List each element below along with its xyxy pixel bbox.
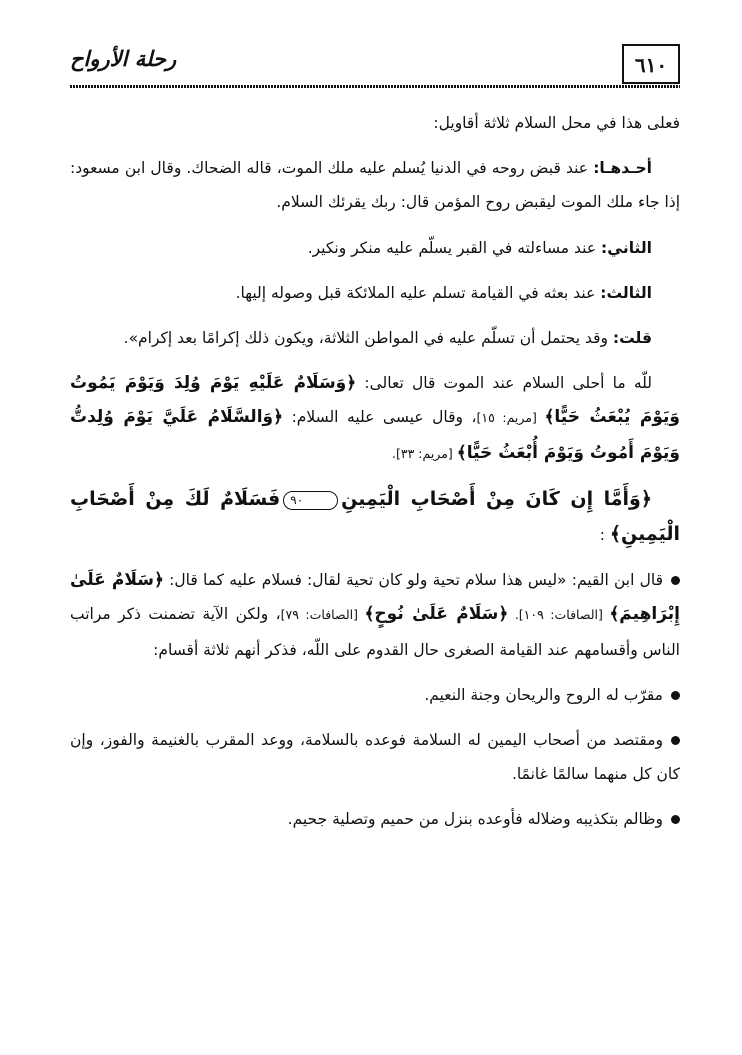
- paragraph-salam-at-death: [70, 366, 680, 471]
- ayah-number-marker: ٩٠: [283, 491, 338, 510]
- book-title: رحلة الأرواح: [70, 46, 177, 71]
- paragraph-third-opinion: [70, 276, 680, 310]
- intro-text: فعلى هذا في محل السلام ثلاثة أقاويل:: [433, 114, 680, 132]
- second-opinion-lead: الثاني:: [601, 238, 652, 257]
- page-body: [70, 106, 680, 848]
- verse-reference: [الصافات: ١٠٩].: [508, 607, 610, 623]
- paragraph-waqia-verse: [70, 482, 680, 552]
- paragraph-author-note: [70, 321, 680, 355]
- list-item: [70, 723, 680, 791]
- quran-verse-ibrahim: ﴿سَلَامٌ عَلَىٰ إِبْرَاهِيمَ﴾: [70, 570, 680, 625]
- verse-reference: [الصافات: ٧٩]: [280, 607, 365, 623]
- ibn-qayyim-text-start: قال ابن القيم: «ليس هذا سلام تحية ولو كان تحية لقال: فسلام عليه كما قال:: [163, 571, 664, 590]
- bullet-icon: [671, 576, 680, 585]
- page-header: [70, 44, 680, 88]
- list-item-text: ومقتصد من أصحاب اليمين له السلامة فوعده بالسلامة، ووعد المقرب بالغنيمة والفوز، وإن كان كل منهما سالمًا غانمًا.: [70, 731, 680, 784]
- bullet-icon: [671, 691, 680, 700]
- quran-verse-maryam-15: ﴿وَسَلَامٌ عَلَيْهِ يَوْمَ وُلِدَ وَيَوْمَ يَمُوتُ وَيَوْمَ يُبْعَثُ حَيًّا﴾: [70, 373, 680, 428]
- isa-intro-text: ، وقال عيسى عليه السلام:: [283, 408, 477, 427]
- paragraph-ibn-qayyim: [70, 563, 680, 667]
- page-number: ٦١٠: [622, 44, 680, 84]
- paragraph-first-opinion: [70, 151, 680, 219]
- bullet-icon: [671, 736, 680, 745]
- quran-verse-nuh: ﴿سَلَامٌ عَلَىٰ نُوحٍ﴾: [364, 604, 509, 625]
- second-opinion-text: عند مساءلته في القبر يسلّم عليه منكر ونكير.: [307, 238, 602, 257]
- bullet-icon: [671, 815, 680, 824]
- list-item-text: وظالم بتكذيبه وضلاله فأوعده بنزل من حميم وتصلية جحيم.: [287, 810, 663, 829]
- quran-verse-maryam-33: ﴿وَالسَّلَامُ عَلَيَّ يَوْمَ وُلِدتُّ وَيَوْمَ أَمُوتُ وَيَوْمَ أُبْعَثُ حَيًّا﴾: [70, 407, 680, 463]
- verse-reference: [مريم: ٣٣].: [392, 445, 457, 461]
- list-item: [70, 678, 680, 712]
- paragraph-second-opinion: [70, 231, 680, 265]
- ibn-qayyim-text-end: ، ولكن الآية تضمنت ذكر مراتب الناس وأقسامهم عند القيامة الصغرى حال القدوم على اللّه، فذكر أنهم ثلاثة أقسام:: [70, 605, 680, 659]
- author-note-lead: قلت:: [612, 329, 652, 348]
- third-opinion-text: عند بعثه في القيامة تسلم عليه الملائكة قبل وصوله إليها.: [235, 283, 601, 302]
- third-opinion-lead: الثالث:: [600, 283, 652, 302]
- quran-verse-waqia-part1: ﴿وَأَمَّا إِن كَانَ مِنْ أَصْحَابِ الْيَمِينِ: [341, 487, 652, 510]
- intro-paragraph: [70, 106, 680, 140]
- quran-verse-waqia-part2: فَسَلَامٌ لَكَ مِنْ أَصْحَابِ الْيَمِينِ﴾: [70, 487, 680, 546]
- first-opinion-lead: أحـدهـا:: [593, 159, 652, 178]
- header-rule: [70, 85, 680, 88]
- salam-intro-text: للّه ما أحلى السلام عند الموت قال تعالى:: [356, 374, 652, 393]
- verse-reference: [مريم: ١٥]: [476, 410, 545, 426]
- first-opinion-text: عند قبض روحه في الدنيا يُسلم عليه ملك الموت، قاله الضحاك. وقال ابن مسعود: إذا جاء ملك الموت ليقبض روح المؤمن قال: ربك يقرئك السلام.: [70, 159, 680, 212]
- verse-colon: :: [599, 526, 605, 545]
- author-note-text: وقد يحتمل أن تسلّم عليه في المواطن الثلاثة، ويكون ذلك إكرامًا بعد إكرام».: [123, 329, 613, 348]
- list-item-text: مقرّب له الروح والريحان وجنة النعيم.: [424, 685, 663, 704]
- list-item: [70, 802, 680, 836]
